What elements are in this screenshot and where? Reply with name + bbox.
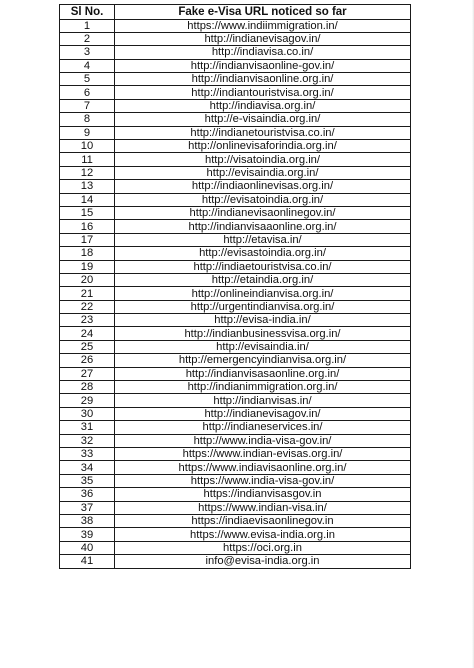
url-cell: https://www.india-visa-gov.in/ (115, 474, 411, 487)
sl-no-cell: 6 (60, 86, 115, 99)
sl-no-cell: 2 (60, 32, 115, 45)
fake-evisa-url-table (59, 4, 411, 569)
sl-no-cell: 8 (60, 113, 115, 126)
sl-no-cell: 35 (60, 474, 115, 487)
table-row (60, 59, 411, 72)
url-cell: http://indianvisaaonline.org.in/ (115, 220, 411, 233)
table-row (60, 247, 411, 260)
sl-no-cell: 29 (60, 394, 115, 407)
url-cell: http://indiavisa.org.in/ (115, 99, 411, 112)
table-row (60, 555, 411, 568)
table-row (60, 86, 411, 99)
table-row (60, 407, 411, 420)
url-cell: http://indiaonlinevisas.org.in/ (115, 180, 411, 193)
sl-no-cell: 38 (60, 514, 115, 527)
table-row (60, 73, 411, 86)
url-cell: info@evisa-india.org.in (115, 555, 411, 568)
table-row (60, 314, 411, 327)
table-row (60, 220, 411, 233)
sl-no-cell: 13 (60, 180, 115, 193)
sl-no-cell: 23 (60, 314, 115, 327)
url-cell: http://evisa-india.in/ (115, 314, 411, 327)
sl-no-cell: 7 (60, 99, 115, 112)
url-cell: http://indianetouristvisa.co.in/ (115, 126, 411, 139)
url-cell: http://onlineindianvisa.org.in/ (115, 287, 411, 300)
table-row (60, 140, 411, 153)
sl-no-cell: 4 (60, 59, 115, 72)
table-row (60, 19, 411, 32)
table-row (60, 421, 411, 434)
url-cell: http://www.india-visa-gov.in/ (115, 434, 411, 447)
url-cell: http://etavisa.in/ (115, 233, 411, 246)
sl-no-cell: 14 (60, 193, 115, 206)
url-cell: http://indianvisasaonline.org.in/ (115, 367, 411, 380)
table-row (60, 448, 411, 461)
sl-no-cell: 10 (60, 140, 115, 153)
sl-no-cell: 11 (60, 153, 115, 166)
table-row (60, 327, 411, 340)
url-cell: http://evisaindia.org.in/ (115, 166, 411, 179)
table-row (60, 180, 411, 193)
sl-no-cell: 27 (60, 367, 115, 380)
table-row (60, 514, 411, 527)
sl-no-cell: 12 (60, 166, 115, 179)
table-row (60, 541, 411, 554)
table-row (60, 501, 411, 514)
table-row (60, 32, 411, 45)
sl-no-cell: 22 (60, 300, 115, 313)
sl-no-cell: 24 (60, 327, 115, 340)
sl-no-cell: 3 (60, 46, 115, 59)
url-cell: http://indianbusinessvisa.org.in/ (115, 327, 411, 340)
table-row (60, 46, 411, 59)
sl-no-cell: 20 (60, 273, 115, 286)
url-cell: http://indianvisaonline.org.in/ (115, 73, 411, 86)
url-cell: http://indianeservices.in/ (115, 421, 411, 434)
url-cell: https://www.indian-evisas.org.in/ (115, 448, 411, 461)
sl-no-cell: 17 (60, 233, 115, 246)
url-cell: http://indianevisaonlinegov.in/ (115, 206, 411, 219)
table-row (60, 488, 411, 501)
url-cell: http://evisastoindia.org.in/ (115, 247, 411, 260)
url-cell: http://indiaetouristvisa.co.in/ (115, 260, 411, 273)
table-header (60, 5, 411, 20)
sl-no-cell: 25 (60, 340, 115, 353)
sl-no-cell: 21 (60, 287, 115, 300)
table-row (60, 99, 411, 112)
table-row (60, 354, 411, 367)
sl-no-cell: 16 (60, 220, 115, 233)
url-cell: http://indianevisagov.in/ (115, 407, 411, 420)
url-cell: http://etaindia.org.in/ (115, 273, 411, 286)
url-cell: http://indianvisaonline-gov.in/ (115, 59, 411, 72)
table-row (60, 528, 411, 541)
url-cell: http://indianimmigration.org.in/ (115, 381, 411, 394)
table-row (60, 260, 411, 273)
url-cell: https://oci.org.in (115, 541, 411, 554)
table-body (60, 19, 411, 568)
sl-no-header: Sl No. (60, 5, 115, 20)
url-cell: http://urgentindianvisa.org.in/ (115, 300, 411, 313)
sl-no-cell: 41 (60, 555, 115, 568)
url-cell: http://evisatoindia.org.in/ (115, 193, 411, 206)
table-row (60, 193, 411, 206)
table-row (60, 434, 411, 447)
sl-no-cell: 36 (60, 488, 115, 501)
table-row (60, 474, 411, 487)
sl-no-cell: 19 (60, 260, 115, 273)
table-row (60, 113, 411, 126)
table-row (60, 126, 411, 139)
url-cell: http://visatoindia.org.in/ (115, 153, 411, 166)
sl-no-cell: 37 (60, 501, 115, 514)
fake-url-header: Fake e-Visa URL noticed so far (115, 5, 411, 20)
table-row (60, 287, 411, 300)
sl-no-cell: 28 (60, 381, 115, 394)
table-row (60, 340, 411, 353)
url-cell: http://indianevisagov.in/ (115, 32, 411, 45)
table-row (60, 166, 411, 179)
url-cell: http://indiavisa.co.in/ (115, 46, 411, 59)
table-row (60, 367, 411, 380)
url-cell: http://onlinevisaforindia.org.in/ (115, 140, 411, 153)
url-cell: https://www.evisa-india.org.in (115, 528, 411, 541)
sl-no-cell: 31 (60, 421, 115, 434)
table-row (60, 300, 411, 313)
url-cell: http://evisaindia.in/ (115, 340, 411, 353)
table-header-row (60, 5, 411, 20)
table-row (60, 381, 411, 394)
sl-no-cell: 32 (60, 434, 115, 447)
url-cell: https://indianvisasgov.in (115, 488, 411, 501)
url-cell: http://indianvisas.in/ (115, 394, 411, 407)
sl-no-cell: 34 (60, 461, 115, 474)
url-cell: http://e-visaindia.org.in/ (115, 113, 411, 126)
url-cell: https://indiaevisaonlinegov.in (115, 514, 411, 527)
url-cell: http://indiantouristvisa.org.in/ (115, 86, 411, 99)
url-cell: https://www.indian-visa.in/ (115, 501, 411, 514)
table-row (60, 233, 411, 246)
table-row (60, 153, 411, 166)
sl-no-cell: 18 (60, 247, 115, 260)
url-cell: https://www.indiimmigration.in/ (115, 19, 411, 32)
table-row (60, 394, 411, 407)
url-cell: http://emergencyindianvisa.org.in/ (115, 354, 411, 367)
sl-no-cell: 30 (60, 407, 115, 420)
sl-no-cell: 40 (60, 541, 115, 554)
sl-no-cell: 39 (60, 528, 115, 541)
table-row (60, 273, 411, 286)
sl-no-cell: 5 (60, 73, 115, 86)
sl-no-cell: 15 (60, 206, 115, 219)
table-row (60, 206, 411, 219)
sl-no-cell: 26 (60, 354, 115, 367)
table-row (60, 461, 411, 474)
sl-no-cell: 33 (60, 448, 115, 461)
url-cell: https://www.indiavisaonline.org.in/ (115, 461, 411, 474)
sl-no-cell: 9 (60, 126, 115, 139)
sl-no-cell: 1 (60, 19, 115, 32)
